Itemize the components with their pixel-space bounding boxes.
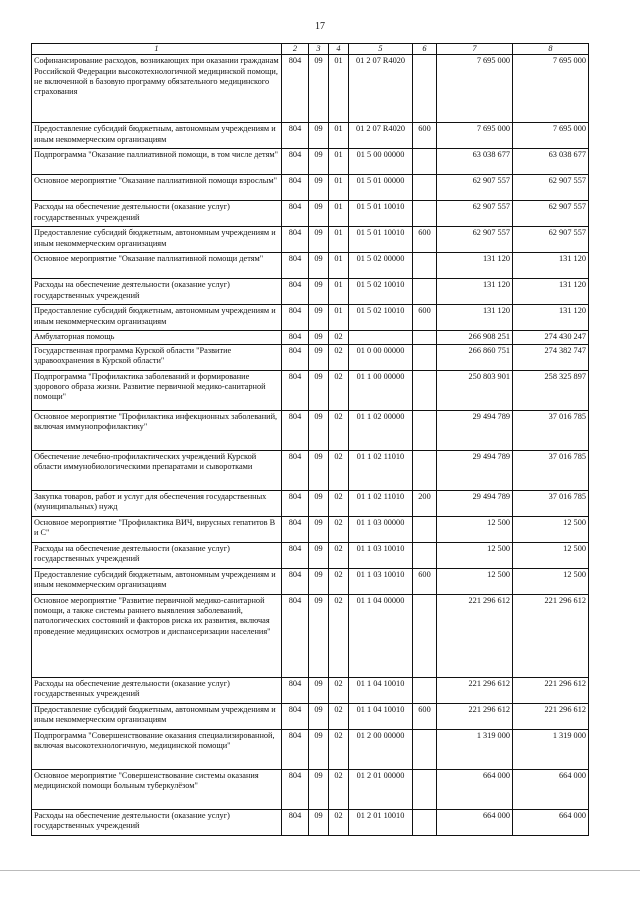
section-code-cell: 09 — [309, 594, 329, 677]
section-code-cell: 09 — [309, 450, 329, 490]
ministry-code-cell: 804 — [282, 227, 309, 253]
table-row — [32, 677, 589, 703]
table-row — [32, 344, 589, 370]
ministry-code-cell: 804 — [282, 410, 309, 450]
amount-year-2-cell: 63 038 677 — [513, 149, 589, 175]
subsection-code-cell: 01 — [329, 175, 349, 201]
expense-type-cell — [413, 410, 437, 450]
row-name-cell: Государственная программа Курской области "Развитие здравоохранения в Курской области" — [32, 344, 282, 370]
target-code-cell: 01 1 04 10010 — [349, 677, 413, 703]
row-name-cell: Подпрограмма "Профилактика заболеваний и формирование здорового образа жизни. Развитие первичной медико-санитарной помощи" — [32, 370, 282, 410]
expense-type-cell: 600 — [413, 305, 437, 331]
ministry-code-cell: 804 — [282, 149, 309, 175]
amount-year-2-cell: 131 120 — [513, 305, 589, 331]
table-row — [32, 516, 589, 542]
table-row — [32, 568, 589, 594]
row-name-cell: Основное мероприятие "Оказание паллиативной помощи детям" — [32, 253, 282, 279]
subsection-code-cell: 01 — [329, 305, 349, 331]
target-code-cell: 01 2 07 R4020 — [349, 55, 413, 123]
budget-table — [31, 43, 589, 836]
ministry-code-cell: 804 — [282, 542, 309, 568]
row-name-cell: Расходы на обеспечение деятельности (оказание услуг) государственных учреждений — [32, 677, 282, 703]
subsection-code-cell: 01 — [329, 149, 349, 175]
ministry-code-cell: 804 — [282, 370, 309, 410]
amount-year-1-cell: 12 500 — [437, 516, 513, 542]
expense-type-cell — [413, 809, 437, 835]
amount-year-2-cell: 131 120 — [513, 279, 589, 305]
amount-year-1-cell: 29 494 789 — [437, 490, 513, 516]
subsection-code-cell: 02 — [329, 729, 349, 769]
table-row — [32, 370, 589, 410]
section-code-cell: 09 — [309, 568, 329, 594]
row-name-cell: Софинансирование расходов, возникающих при оказании гражданам Российской Федерации высокотехнологичной медицинской помощи, не включенной в базовую программу обязательного медицинского страхования — [32, 55, 282, 123]
ministry-code-cell: 804 — [282, 729, 309, 769]
page-number: 17 — [315, 21, 325, 32]
target-code-cell: 01 1 04 10010 — [349, 703, 413, 729]
row-name-cell: Предоставление субсидий бюджетным, автономным учреждениям и иным некоммерческим организациям — [32, 123, 282, 149]
amount-year-1-cell: 29 494 789 — [437, 410, 513, 450]
table-row — [32, 149, 589, 175]
expense-type-cell — [413, 769, 437, 809]
amount-year-2-cell: 7 695 000 — [513, 123, 589, 149]
target-code-cell: 01 5 02 10010 — [349, 279, 413, 305]
row-name-cell: Предоставление субсидий бюджетным, автономным учреждениям и иным некоммерческим организациям — [32, 227, 282, 253]
table-row — [32, 253, 589, 279]
row-name-cell: Основное мероприятие "Совершенствование системы оказания медицинской помощи больным туберкулёзом" — [32, 769, 282, 809]
amount-year-1-cell: 250 803 901 — [437, 370, 513, 410]
ministry-code-cell: 804 — [282, 703, 309, 729]
table-row — [32, 729, 589, 769]
ministry-code-cell: 804 — [282, 677, 309, 703]
target-code-cell: 01 5 02 10010 — [349, 305, 413, 331]
expense-type-cell — [413, 279, 437, 305]
ministry-code-cell: 804 — [282, 331, 309, 344]
expense-type-cell — [413, 253, 437, 279]
expense-type-cell — [413, 55, 437, 123]
amount-year-2-cell: 221 296 612 — [513, 677, 589, 703]
section-code-cell: 09 — [309, 149, 329, 175]
ministry-code-cell: 804 — [282, 490, 309, 516]
table-row — [32, 410, 589, 450]
table-row — [32, 703, 589, 729]
section-code-cell: 09 — [309, 703, 329, 729]
ministry-code-cell: 804 — [282, 253, 309, 279]
amount-year-2-cell: 1 319 000 — [513, 729, 589, 769]
row-name-cell: Предоставление субсидий бюджетным, автономным учреждениям и иным некоммерческим организациям — [32, 568, 282, 594]
amount-year-1-cell: 221 296 612 — [437, 677, 513, 703]
column-number-row — [32, 44, 589, 55]
amount-year-1-cell: 7 695 000 — [437, 55, 513, 123]
expense-type-cell — [413, 594, 437, 677]
ministry-code-cell: 804 — [282, 769, 309, 809]
column-header: 1 — [32, 44, 282, 55]
amount-year-2-cell: 62 907 557 — [513, 227, 589, 253]
amount-year-2-cell: 664 000 — [513, 809, 589, 835]
amount-year-1-cell: 664 000 — [437, 809, 513, 835]
column-header: 8 — [513, 44, 589, 55]
section-code-cell: 09 — [309, 769, 329, 809]
amount-year-1-cell: 7 695 000 — [437, 123, 513, 149]
subsection-code-cell: 02 — [329, 677, 349, 703]
amount-year-1-cell: 131 120 — [437, 253, 513, 279]
table-row — [32, 490, 589, 516]
table-row — [32, 305, 589, 331]
section-code-cell: 09 — [309, 809, 329, 835]
section-code-cell: 09 — [309, 410, 329, 450]
expense-type-cell: 200 — [413, 490, 437, 516]
column-header: 5 — [349, 44, 413, 55]
amount-year-2-cell: 131 120 — [513, 253, 589, 279]
section-code-cell: 09 — [309, 729, 329, 769]
expense-type-cell — [413, 370, 437, 410]
row-name-cell: Основное мероприятие "Развитие первичной медико-санитарной помощи, а также системы раннего выявления заболеваний, патологических состояний и факторов риска их развития, включая проведение медицинских осмотров и диспансеризации населения" — [32, 594, 282, 677]
amount-year-2-cell: 7 695 000 — [513, 55, 589, 123]
row-name-cell: Обеспечение лечебно-профилактических учреждений Курской области иммунобиологическими препаратами и сыворотками — [32, 450, 282, 490]
row-name-cell: Расходы на обеспечение деятельности (оказание услуг) государственных учреждений — [32, 542, 282, 568]
amount-year-1-cell: 62 907 557 — [437, 227, 513, 253]
target-code-cell: 01 1 03 00000 — [349, 516, 413, 542]
expense-type-cell — [413, 450, 437, 490]
expense-type-cell: 600 — [413, 123, 437, 149]
subsection-code-cell: 02 — [329, 769, 349, 809]
table-row — [32, 227, 589, 253]
subsection-code-cell: 02 — [329, 568, 349, 594]
subsection-code-cell: 02 — [329, 331, 349, 344]
section-code-cell: 09 — [309, 490, 329, 516]
expense-type-cell — [413, 344, 437, 370]
amount-year-2-cell: 221 296 612 — [513, 594, 589, 677]
amount-year-1-cell: 221 296 612 — [437, 594, 513, 677]
subsection-code-cell: 02 — [329, 703, 349, 729]
section-code-cell: 09 — [309, 370, 329, 410]
expense-type-cell: 600 — [413, 568, 437, 594]
subsection-code-cell: 02 — [329, 542, 349, 568]
amount-year-1-cell: 12 500 — [437, 542, 513, 568]
expense-type-cell — [413, 677, 437, 703]
target-code-cell: 01 2 07 R4020 — [349, 123, 413, 149]
scan-edge-line — [0, 870, 640, 871]
target-code-cell: 01 1 02 00000 — [349, 410, 413, 450]
expense-type-cell — [413, 149, 437, 175]
amount-year-1-cell: 266 908 251 — [437, 331, 513, 344]
amount-year-1-cell: 62 907 557 — [437, 201, 513, 227]
amount-year-2-cell: 62 907 557 — [513, 175, 589, 201]
target-code-cell: 01 0 00 00000 — [349, 344, 413, 370]
target-code-cell: 01 1 00 00000 — [349, 370, 413, 410]
amount-year-1-cell: 131 120 — [437, 279, 513, 305]
amount-year-1-cell: 1 319 000 — [437, 729, 513, 769]
column-header: 4 — [329, 44, 349, 55]
subsection-code-cell: 02 — [329, 370, 349, 410]
amount-year-1-cell: 221 296 612 — [437, 703, 513, 729]
amount-year-2-cell: 274 430 247 — [513, 331, 589, 344]
amount-year-1-cell: 63 038 677 — [437, 149, 513, 175]
row-name-cell: Закупка товаров, работ и услуг для обеспечения государственных (муниципальных) нужд — [32, 490, 282, 516]
section-code-cell: 09 — [309, 542, 329, 568]
ministry-code-cell: 804 — [282, 344, 309, 370]
target-code-cell: 01 5 01 10010 — [349, 201, 413, 227]
expense-type-cell: 600 — [413, 703, 437, 729]
amount-year-2-cell: 258 325 897 — [513, 370, 589, 410]
table-row — [32, 769, 589, 809]
expense-type-cell — [413, 175, 437, 201]
ministry-code-cell: 804 — [282, 305, 309, 331]
section-code-cell: 09 — [309, 253, 329, 279]
amount-year-1-cell: 12 500 — [437, 568, 513, 594]
table-row — [32, 201, 589, 227]
amount-year-1-cell: 266 860 751 — [437, 344, 513, 370]
ministry-code-cell: 804 — [282, 123, 309, 149]
row-name-cell: Предоставление субсидий бюджетным, автономным учреждениям и иным некоммерческим организациям — [32, 305, 282, 331]
section-code-cell: 09 — [309, 516, 329, 542]
section-code-cell: 09 — [309, 201, 329, 227]
table-row — [32, 331, 589, 344]
row-name-cell: Расходы на обеспечение деятельности (оказание услуг) государственных учреждений — [32, 201, 282, 227]
subsection-code-cell: 02 — [329, 809, 349, 835]
ministry-code-cell: 804 — [282, 175, 309, 201]
ministry-code-cell: 804 — [282, 568, 309, 594]
ministry-code-cell: 804 — [282, 594, 309, 677]
expense-type-cell — [413, 201, 437, 227]
table-row — [32, 809, 589, 835]
amount-year-2-cell: 12 500 — [513, 568, 589, 594]
subsection-code-cell: 02 — [329, 344, 349, 370]
target-code-cell: 01 2 01 00000 — [349, 769, 413, 809]
subsection-code-cell: 01 — [329, 279, 349, 305]
table-row — [32, 542, 589, 568]
subsection-code-cell: 01 — [329, 55, 349, 123]
amount-year-2-cell: 274 382 747 — [513, 344, 589, 370]
amount-year-2-cell: 664 000 — [513, 769, 589, 809]
section-code-cell: 09 — [309, 344, 329, 370]
subsection-code-cell: 01 — [329, 227, 349, 253]
amount-year-2-cell: 12 500 — [513, 542, 589, 568]
expense-type-cell — [413, 729, 437, 769]
column-header: 7 — [437, 44, 513, 55]
target-code-cell: 01 2 01 10010 — [349, 809, 413, 835]
column-header: 2 — [282, 44, 309, 55]
row-name-cell: Подпрограмма "Совершенствование оказания специализированной, включая высокотехнологичную, медицинской помощи" — [32, 729, 282, 769]
subsection-code-cell: 02 — [329, 490, 349, 516]
amount-year-2-cell: 37 016 785 — [513, 450, 589, 490]
subsection-code-cell: 01 — [329, 201, 349, 227]
table-row — [32, 450, 589, 490]
target-code-cell: 01 1 04 00000 — [349, 594, 413, 677]
ministry-code-cell: 804 — [282, 201, 309, 227]
table-row — [32, 594, 589, 677]
target-code-cell: 01 5 00 00000 — [349, 149, 413, 175]
ministry-code-cell: 804 — [282, 450, 309, 490]
row-name-cell: Основное мероприятие "Оказание паллиативной помощи взрослым" — [32, 175, 282, 201]
target-code-cell: 01 2 00 00000 — [349, 729, 413, 769]
subsection-code-cell: 02 — [329, 410, 349, 450]
subsection-code-cell: 01 — [329, 123, 349, 149]
target-code-cell: 01 5 01 00000 — [349, 175, 413, 201]
row-name-cell: Расходы на обеспечение деятельности (оказание услуг) государственных учреждений — [32, 809, 282, 835]
column-header: 3 — [309, 44, 329, 55]
target-code-cell: 01 1 03 10010 — [349, 568, 413, 594]
expense-type-cell — [413, 516, 437, 542]
target-code-cell: 01 5 02 00000 — [349, 253, 413, 279]
ministry-code-cell: 804 — [282, 516, 309, 542]
section-code-cell: 09 — [309, 279, 329, 305]
ministry-code-cell: 804 — [282, 55, 309, 123]
subsection-code-cell: 02 — [329, 516, 349, 542]
amount-year-2-cell: 62 907 557 — [513, 201, 589, 227]
amount-year-2-cell: 37 016 785 — [513, 490, 589, 516]
target-code-cell: 01 5 01 10010 — [349, 227, 413, 253]
amount-year-2-cell: 37 016 785 — [513, 410, 589, 450]
row-name-cell: Расходы на обеспечение деятельности (оказание услуг) государственных учреждений — [32, 279, 282, 305]
target-code-cell: 01 1 02 11010 — [349, 490, 413, 516]
table-row — [32, 175, 589, 201]
row-name-cell: Основное мероприятие "Профилактика инфекционных заболеваний, включая иммунопрофилактику" — [32, 410, 282, 450]
target-code-cell — [349, 331, 413, 344]
subsection-code-cell: 02 — [329, 450, 349, 490]
table-row — [32, 123, 589, 149]
target-code-cell: 01 1 02 11010 — [349, 450, 413, 490]
section-code-cell: 09 — [309, 677, 329, 703]
expense-type-cell: 600 — [413, 227, 437, 253]
row-name-cell: Предоставление субсидий бюджетным, автономным учреждениям и иным некоммерческим организациям — [32, 703, 282, 729]
row-name-cell: Амбулаторная помощь — [32, 331, 282, 344]
table-row — [32, 55, 589, 123]
amount-year-2-cell: 221 296 612 — [513, 703, 589, 729]
section-code-cell: 09 — [309, 227, 329, 253]
row-name-cell: Подпрограмма "Оказание паллиативной помощи, в том числе детям" — [32, 149, 282, 175]
expense-type-cell — [413, 331, 437, 344]
row-name-cell: Основное мероприятие "Профилактика ВИЧ, вирусных гепатитов В и С" — [32, 516, 282, 542]
section-code-cell: 09 — [309, 55, 329, 123]
expense-type-cell — [413, 542, 437, 568]
section-code-cell: 09 — [309, 305, 329, 331]
amount-year-1-cell: 29 494 789 — [437, 450, 513, 490]
section-code-cell: 09 — [309, 331, 329, 344]
amount-year-1-cell: 62 907 557 — [437, 175, 513, 201]
target-code-cell: 01 1 03 10010 — [349, 542, 413, 568]
amount-year-2-cell: 12 500 — [513, 516, 589, 542]
section-code-cell: 09 — [309, 175, 329, 201]
ministry-code-cell: 804 — [282, 809, 309, 835]
column-header: 6 — [413, 44, 437, 55]
subsection-code-cell: 02 — [329, 594, 349, 677]
subsection-code-cell: 01 — [329, 253, 349, 279]
section-code-cell: 09 — [309, 123, 329, 149]
table-row — [32, 279, 589, 305]
ministry-code-cell: 804 — [282, 279, 309, 305]
amount-year-1-cell: 131 120 — [437, 305, 513, 331]
amount-year-1-cell: 664 000 — [437, 769, 513, 809]
